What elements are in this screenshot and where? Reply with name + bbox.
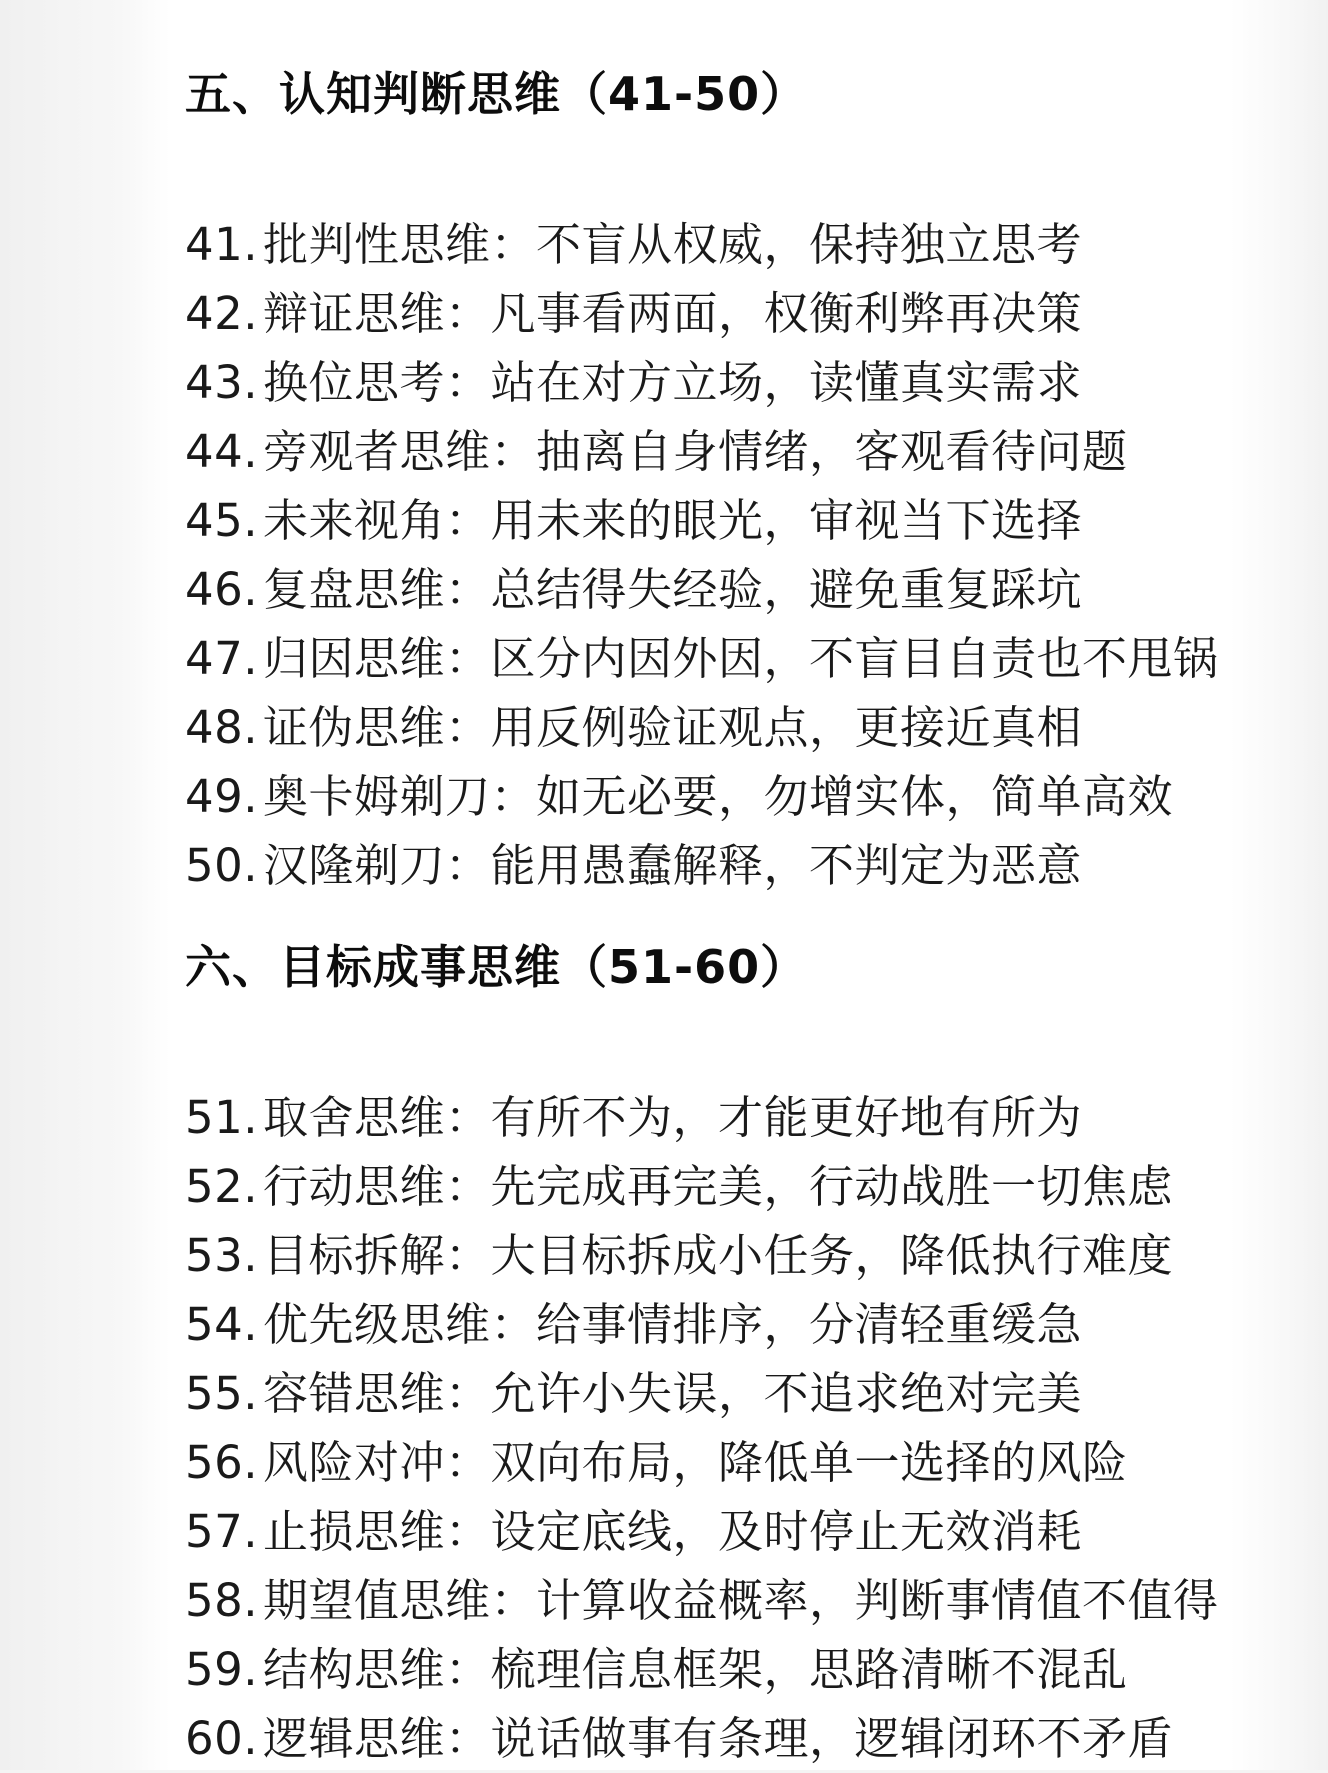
- item-number: 55.: [185, 1367, 259, 1420]
- item-text: 复盘思维：总结得失经验，避免重复踩坑: [263, 563, 1083, 616]
- list-item: [185, 831, 1305, 900]
- item-text: 证伪思维：用反例验证观点，更接近真相: [263, 701, 1083, 754]
- item-text: 行动思维：先完成再完美，行动战胜一切焦虑: [263, 1160, 1174, 1213]
- list-item: [185, 279, 1305, 348]
- item-number: 44.: [185, 425, 259, 478]
- item-number: 46.: [185, 563, 259, 616]
- item-number: 42.: [185, 287, 259, 340]
- item-number: 48.: [185, 701, 259, 754]
- list-item: [185, 1497, 1305, 1566]
- item-number: 54.: [185, 1298, 259, 1351]
- list-item: [185, 1428, 1305, 1497]
- list-item: [185, 348, 1305, 417]
- item-text: 未来视角：用未来的眼光，审视当下选择: [263, 494, 1083, 547]
- item-text: 逻辑思维：说话做事有条理，逻辑闭环不矛盾: [263, 1712, 1174, 1765]
- section-cognitive-judgment: [185, 62, 1305, 900]
- list-item: [185, 1635, 1305, 1704]
- item-text: 汉隆剃刀：能用愚蠢解释，不判定为恶意: [263, 839, 1083, 892]
- item-number: 47.: [185, 632, 259, 685]
- item-text: 归因思维：区分内因外因，不盲目自责也不甩锅: [263, 632, 1219, 685]
- list-item: [185, 1704, 1305, 1773]
- item-text: 容错思维：允许小失误，不追求绝对完美: [263, 1367, 1083, 1420]
- item-text: 换位思考：站在对方立场，读懂真实需求: [263, 356, 1083, 409]
- section-title: 五、认知判断思维（41-50）: [185, 67, 808, 121]
- item-number: 53.: [185, 1229, 259, 1282]
- list-item: [185, 555, 1305, 624]
- list-item: [185, 624, 1305, 693]
- item-number: 43.: [185, 356, 259, 409]
- list-item: [185, 762, 1305, 831]
- item-text: 奥卡姆剃刀：如无必要，勿增实体，简单高效: [263, 770, 1174, 823]
- item-text: 辩证思维：凡事看两面，权衡利弊再决策: [263, 287, 1083, 340]
- item-number: 59.: [185, 1643, 259, 1696]
- item-number: 50.: [185, 839, 259, 892]
- item-number: 57.: [185, 1505, 259, 1558]
- list-item: [185, 1221, 1305, 1290]
- list-item: [185, 1359, 1305, 1428]
- list-item: [185, 417, 1305, 486]
- list-item: [185, 1152, 1305, 1221]
- item-number: 41.: [185, 218, 259, 271]
- section-title: 六、目标成事思维（51-60）: [185, 940, 808, 994]
- item-number: 52.: [185, 1160, 259, 1213]
- list-item: [185, 1290, 1305, 1359]
- item-list: [185, 210, 1305, 900]
- item-list: [185, 1083, 1305, 1773]
- item-text: 结构思维：梳理信息框架，思路清晰不混乱: [263, 1643, 1128, 1696]
- list-item: [185, 486, 1305, 555]
- item-number: 45.: [185, 494, 259, 547]
- item-number: 49.: [185, 770, 259, 823]
- item-number: 60.: [185, 1712, 259, 1765]
- item-text: 旁观者思维：抽离自身情绪，客观看待问题: [263, 425, 1128, 478]
- item-number: 51.: [185, 1091, 259, 1144]
- item-text: 优先级思维：给事情排序，分清轻重缓急: [263, 1298, 1083, 1351]
- list-item: [185, 693, 1305, 762]
- item-text: 风险对冲：双向布局，降低单一选择的风险: [263, 1436, 1128, 1489]
- list-item: [185, 1083, 1305, 1152]
- section-goal-achievement: [185, 935, 1305, 1773]
- item-number: 58.: [185, 1574, 259, 1627]
- item-text: 目标拆解：大目标拆成小任务，降低执行难度: [263, 1229, 1174, 1282]
- item-text: 取舍思维：有所不为，才能更好地有所为: [263, 1091, 1083, 1144]
- item-text: 止损思维：设定底线，及时停止无效消耗: [263, 1505, 1083, 1558]
- item-text: 期望值思维：计算收益概率，判断事情值不值得: [263, 1574, 1219, 1627]
- item-text: 批判性思维：不盲从权威，保持独立思考: [263, 218, 1083, 271]
- list-item: [185, 1566, 1305, 1635]
- item-number: 56.: [185, 1436, 259, 1489]
- list-item: [185, 210, 1305, 279]
